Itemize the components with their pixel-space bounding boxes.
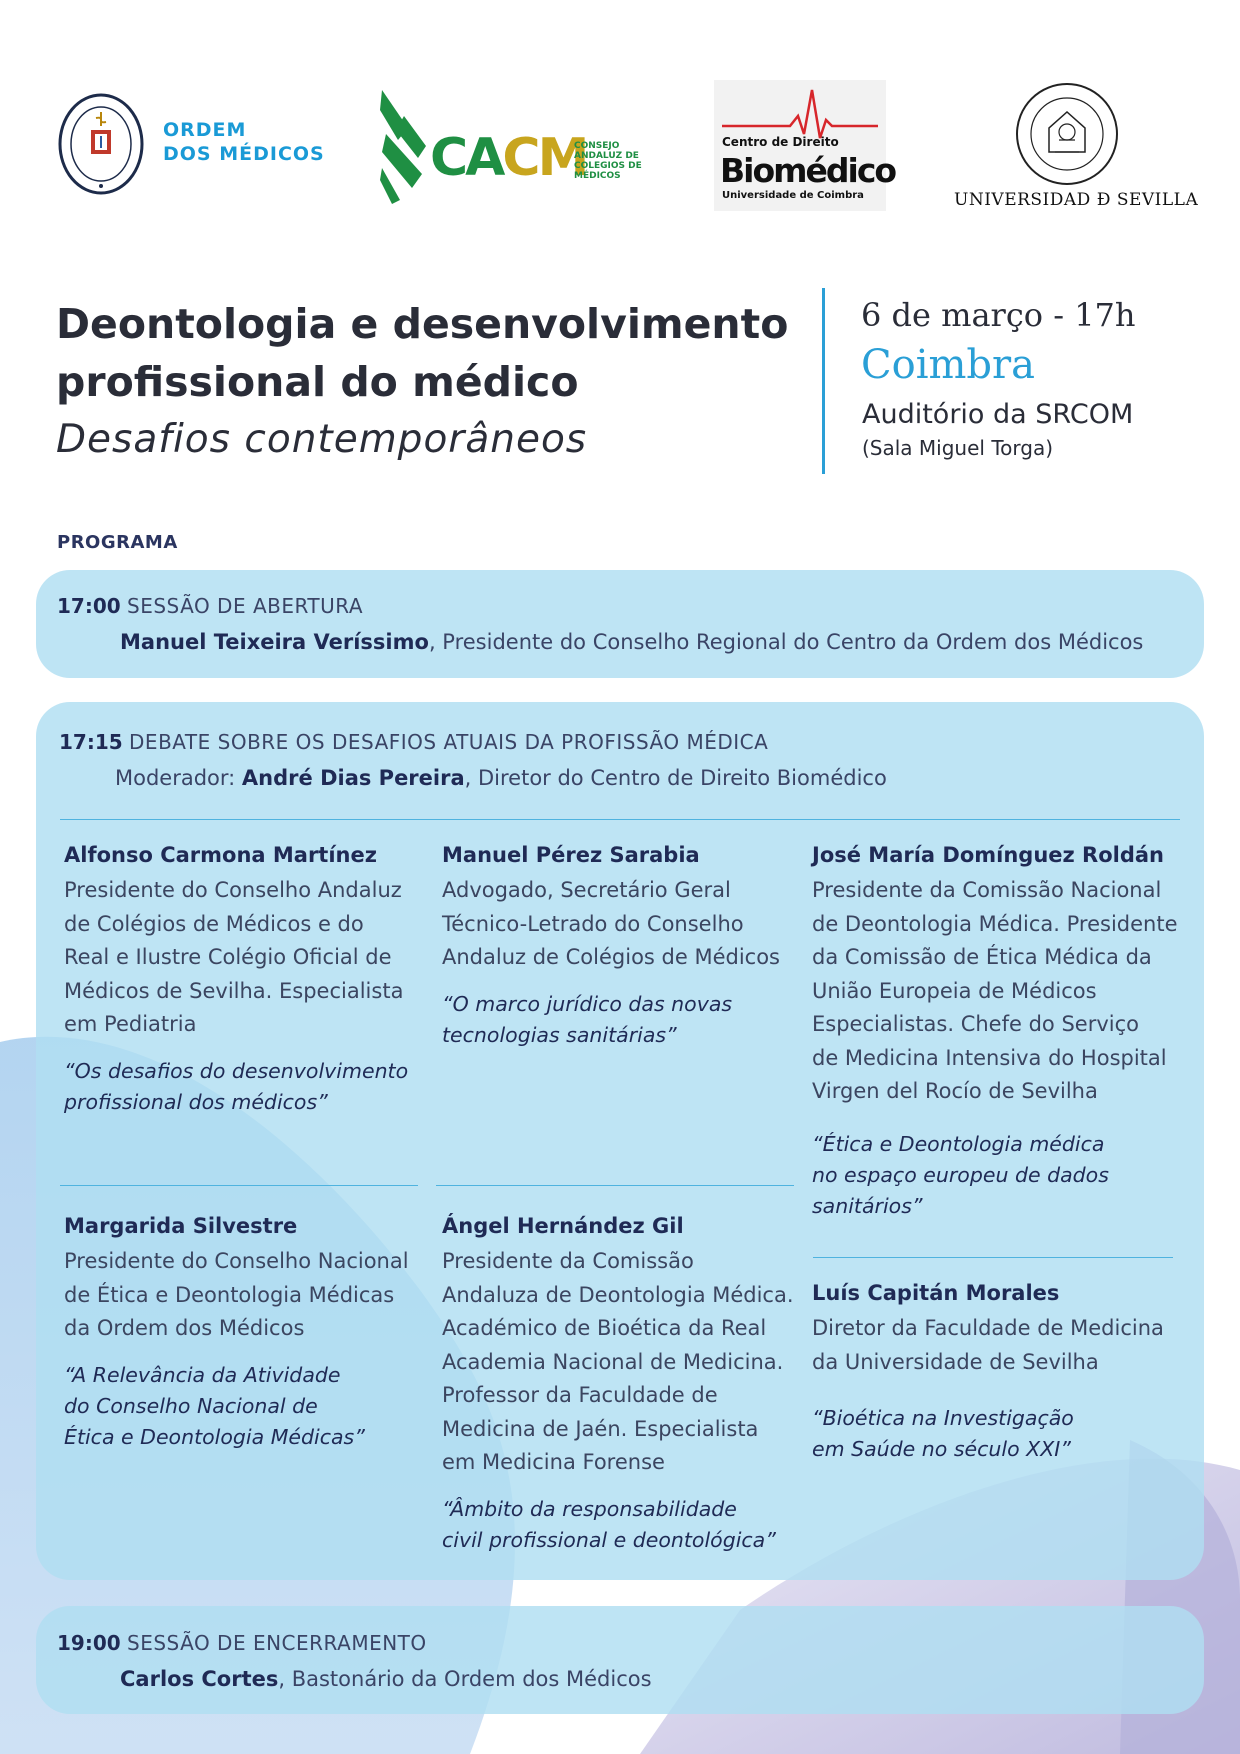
event-room: (Sala Miguel Torga) (862, 436, 1054, 460)
page-subtitle: Desafios contemporâneos (56, 417, 588, 462)
opening-speaker-name: Manuel Teixeira Veríssimo (120, 630, 429, 654)
speaker-card (442, 1213, 794, 1556)
speaker-desc-line: Técnico-Letrado do Conselho (442, 911, 744, 936)
speaker-desc-line: da Ordem dos Médicos (64, 1316, 305, 1340)
ordem-seal-logo (58, 92, 144, 196)
talk-title-line: “Bioética na Investigação (812, 1406, 1074, 1430)
speaker-desc-line: Real e Ilustre Colégio Oficial de (64, 945, 392, 969)
debate-label: DEBATE SOBRE OS DESAFIOS ATUAIS DA PROFISSÃO MÉDICA (129, 730, 769, 754)
speaker-desc-line: de Medicina Intensiva do Hospital (812, 1045, 1167, 1070)
speaker-name: José María Domínguez Roldán (812, 843, 1164, 867)
speaker-desc-line: Presidente da Comissão (442, 1249, 694, 1273)
speaker-description (64, 1245, 409, 1346)
cacm-sub-line: ANDALUZ DE (574, 151, 639, 161)
speaker-talk-title (64, 1360, 409, 1453)
speaker-description (812, 1312, 1164, 1379)
speaker-divider (436, 1185, 794, 1186)
opening-session-panel (36, 570, 1204, 678)
page-title-line2: profissional do médico (56, 358, 579, 406)
speaker-desc-line: União Europeia de Médicos (812, 978, 1097, 1003)
speaker-desc-line: Presidente da Comissão Nacional (812, 878, 1162, 902)
speaker-divider (813, 1257, 1173, 1258)
speaker-desc-line: Advogado, Secretário Geral (442, 878, 731, 902)
title-divider (822, 288, 825, 474)
speaker-desc-line: Andaluza de Deontologia Médica. (442, 1282, 794, 1307)
speaker-name: Alfonso Carmona Martínez (64, 843, 377, 867)
speaker-talk-title (442, 1494, 794, 1556)
speaker-desc-line: Especialistas. Chefe do Serviço (812, 1012, 1139, 1036)
speaker-desc-line: Presidente do Conselho Nacional (64, 1249, 409, 1273)
closing-label: SESSÃO DE ENCERRAMENTO (127, 1631, 427, 1655)
closing-speaker (120, 1667, 652, 1691)
programa-heading: PROGRAMA (57, 532, 178, 553)
talk-title-line: “Ética e Deontologia médica (812, 1131, 1105, 1156)
opening-label: SESSÃO DE ABERTURA (127, 594, 364, 618)
speaker-desc-line: de Deontologia Médica. Presidente (812, 911, 1178, 936)
moderator-role: , Diretor do Centro de Direito Biomédico (464, 766, 887, 790)
talk-title-line: civil profissional e deontológica” (442, 1527, 776, 1552)
speaker-card (442, 842, 780, 1051)
talk-title-line: no espaço europeu de dados (812, 1162, 1109, 1187)
speaker-desc-line: Andaluz de Colégios de Médicos (442, 945, 780, 969)
speaker-card (64, 842, 408, 1118)
cacm-sub-line: CONSEJO (574, 141, 620, 151)
cacm-letters-green: CA (430, 128, 503, 188)
cacm-mark-logo (378, 88, 430, 204)
speaker-desc-line: Médicos de Sevilha. Especialista (64, 978, 404, 1003)
talk-title-line: “O marco jurídico das novas (442, 991, 733, 1016)
opening-speaker (120, 630, 1143, 654)
speaker-desc-line: Professor da Faculdade de (442, 1383, 718, 1407)
speaker-divider (60, 1185, 418, 1186)
talk-title-line: em Saúde no século XXI” (812, 1437, 1071, 1461)
sevilla-logo-text: UNIVERSIDAD Ð SEVILLA (954, 190, 1199, 210)
event-city: Coimbra (861, 342, 1035, 388)
debate-divider (60, 819, 1180, 820)
talk-title-line: do Conselho Nacional de (64, 1393, 318, 1418)
speaker-talk-title (442, 989, 780, 1051)
speaker-name: Margarida Silvestre (64, 1214, 298, 1238)
speaker-description (442, 874, 780, 975)
speaker-desc-line: Virgen del Rocío de Sevilha (812, 1079, 1098, 1103)
opening-speaker-role: , Presidente do Conselho Regional do Centro da Ordem dos Médicos (428, 630, 1144, 654)
cacm-sub-line: MÉDICOS (574, 171, 621, 181)
talk-title-line: “A Relevância da Atividade (64, 1362, 341, 1387)
speaker-name: Luís Capitán Morales (812, 1281, 1060, 1305)
debate-moderator (115, 766, 887, 790)
event-date: 6 de março - 17h (861, 296, 1136, 334)
talk-title-line: sanitários” (812, 1193, 923, 1218)
debate-session-header (59, 730, 768, 754)
talk-title-line: “Os desafios do desenvolvimento (64, 1058, 409, 1083)
ecg-line-icon (720, 86, 880, 142)
cacm-logo-word (430, 128, 586, 188)
speaker-description (442, 1245, 794, 1480)
opening-session-header (57, 594, 363, 618)
ordem-line2: DOS MÉDICOS (163, 143, 325, 165)
cacm-subtitle (574, 141, 654, 181)
speaker-card (812, 1280, 1164, 1465)
speaker-description (64, 874, 408, 1042)
speaker-talk-title (812, 1129, 1178, 1222)
cacm-letters-gold: CM (502, 128, 587, 188)
cdb-top-text: Centro de Direito (722, 135, 839, 149)
speaker-desc-line: de Colégios de Médicos e do (64, 911, 364, 936)
cdb-bottom-text: Universidade de Coimbra (722, 190, 864, 201)
speaker-desc-line: da Comissão de Ética Médica da (812, 945, 1152, 969)
speaker-talk-title (812, 1403, 1164, 1465)
speaker-description (812, 874, 1178, 1109)
speaker-card (812, 842, 1178, 1222)
event-venue: Auditório da SRCOM (862, 399, 1134, 430)
closing-time: 19:00 (57, 1631, 121, 1655)
cdb-logo (714, 80, 896, 211)
closing-speaker-name: Carlos Cortes (120, 1667, 279, 1691)
talk-title-line: Ética e Deontologia Médicas” (64, 1424, 365, 1449)
closing-session-panel (36, 1606, 1204, 1714)
opening-time: 17:00 (57, 594, 121, 618)
closing-session-header (57, 1631, 427, 1655)
talk-title-line: “Âmbito da responsabilidade (442, 1496, 737, 1521)
speaker-desc-line: Presidente do Conselho Andaluz (64, 878, 402, 902)
ordem-logo-text (163, 118, 325, 166)
ordem-line1: ORDEM (163, 119, 247, 141)
moderator-name: André Dias Pereira (241, 766, 465, 790)
speaker-name: Ángel Hernández Gil (442, 1214, 684, 1238)
speaker-desc-line: Medicina de Jaén. Especialista (442, 1416, 759, 1441)
cacm-sub-line: COLEGIOS DE (574, 161, 642, 171)
speaker-desc-line: Academia Nacional de Medicina. (442, 1349, 784, 1374)
speaker-desc-line: de Ética e Deontologia Médicas (64, 1282, 395, 1307)
speaker-desc-line: Diretor da Faculdade de Medicina (812, 1316, 1164, 1340)
debate-time: 17:15 (59, 730, 123, 754)
speaker-name: Manuel Pérez Sarabia (442, 843, 700, 867)
speaker-desc-line: em Pediatria (64, 1012, 197, 1036)
speaker-talk-title (64, 1056, 408, 1118)
sevilla-seal-logo (1015, 82, 1119, 186)
speaker-desc-line: da Universidade de Sevilha (812, 1349, 1099, 1374)
talk-title-line: profissional dos médicos” (64, 1089, 328, 1114)
speaker-desc-line: Académico de Bioética da Real (442, 1316, 767, 1340)
page-title-line1: Deontologia e desenvolvimento (56, 300, 789, 348)
cdb-main-text: Biomédico (720, 151, 896, 190)
moderator-prefix: Moderador: (115, 766, 242, 790)
talk-title-line: tecnologias sanitárias” (442, 1022, 677, 1047)
speaker-card (64, 1213, 409, 1453)
speaker-desc-line: em Medicina Forense (442, 1450, 665, 1474)
closing-speaker-role: , Bastonário da Ordem dos Médicos (278, 1667, 652, 1691)
